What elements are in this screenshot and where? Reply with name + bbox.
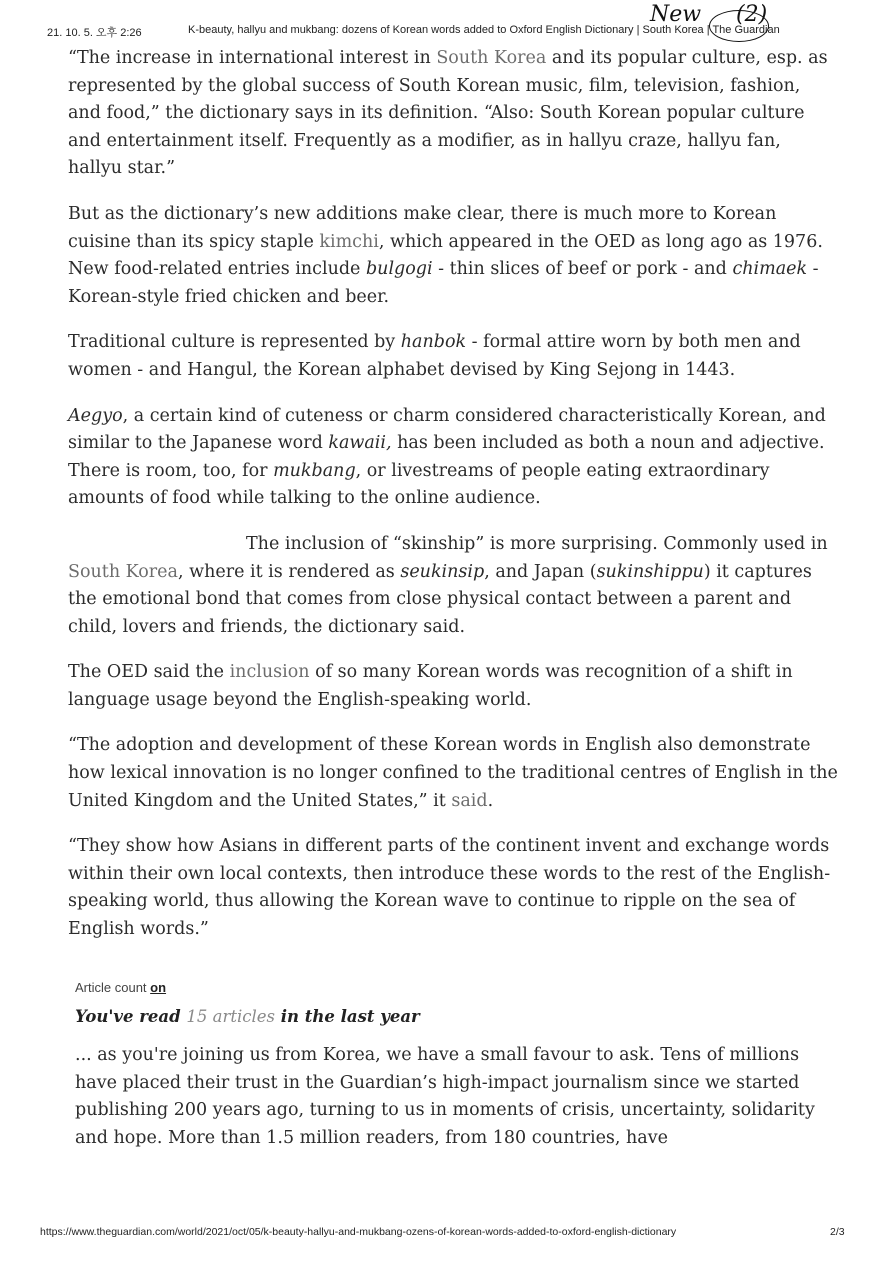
support-pitch-text: ... as you're joining us from Korea, we have a small favour to ask. Tens of millions have placed their trust in the Guardian’s high-impact journalism since we started publishing 200 years ago, turning to us in moments of crisis, uncertainty, solidarity and hope. More than 1.5 million readers, from 180 countries, have	[75, 1045, 815, 1148]
article-count-row: Article count on	[75, 980, 167, 995]
article-body	[68, 45, 838, 962]
paragraph-skinship: The inclusion of “skinship” is more surprising. Commonly used in South Korea, where it is rendered as seukinsip, and Japan (sukinshippu) it captures the emotional bond that comes from close physical contact between a parent and child, lovers and friends, the dictionary said.	[68, 533, 828, 637]
paragraph-food: But as the dictionary’s new additions make clear, there is much more to Korean cuisine than its spicy staple kimchi, which appeared in the OED as long ago as 1976. New food-related entries include bulgogi - thin slices of beef or pork - and chimaek - Korean-style fried chicken and beer.	[68, 203, 823, 307]
paragraph-aegyo: Aegyo, a certain kind of cuteness or charm considered characteristically Korean, and similar to the Japanese word kawaii, has been included as both a noun and adjective. There is room, too, for mukbang, or livestreams of people eating extraordinary amounts of food while talking to the online audience.	[68, 405, 826, 509]
print-page-number: 2/3	[830, 1226, 845, 1238]
link-south-korea-2[interactable]: South Korea	[68, 561, 178, 582]
link-south-korea[interactable]: South Korea	[436, 48, 547, 68]
article-count-toggle[interactable]: on	[150, 980, 167, 995]
handwritten-annotation-new: New	[650, 2, 702, 27]
paragraph-asians-exchange: “They show how Asians in different parts of the continent invent and exchange words within their own local contexts, then introduce these words to the rest of the English-speaking world, thus allowing the Korean wave to continue to ripple on the sea of English words.”	[68, 836, 831, 940]
articles-read-heading: You've read 15 articles in the last year	[75, 1007, 420, 1026]
print-page-title: K-beauty, hallyu and mukbang: dozens of Korean words added to Oxford English Dictionary | South Korea | The Guardian	[188, 24, 780, 36]
link-inclusion[interactable]: inclusion	[229, 662, 310, 683]
handwritten-annotation-number: (2)	[736, 2, 768, 27]
print-url: https://www.theguardian.com/world/2021/oct/05/k-beauty-hallyu-and-mukbang-ozens-of-korean-words-added-to-oxford-english-dictionary	[40, 1226, 677, 1238]
support-epic	[75, 980, 825, 1152]
link-kimchi[interactable]: kimchi	[319, 231, 379, 252]
paragraph-hallyu-definition: “The increase in international interest in South Korea and its popular culture, esp. as represented by the global success of South Korean music, film, television, fashion, and food,” the dictionary says in its definition. “Also: South Korean popular culture and entertainment itself. Frequently as a modifier, as in hallyu craze, hallyu fan, hallyu star.”	[68, 48, 828, 179]
paragraph-oed-recognition: The OED said the inclusion of so many Korean words was recognition of a shift in language usage beyond the English-speaking world.	[68, 662, 793, 710]
paragraph-traditional-culture: Traditional culture is represented by hanbok - formal attire worn by both men and women - and Hangul, the Korean alphabet devised by King Sejong in 1443.	[68, 332, 801, 380]
print-datetime: 21. 10. 5. 오후 2:26	[47, 27, 142, 39]
articles-read-count: 15 articles	[186, 1007, 276, 1026]
paragraph-lexical-innovation: “The adoption and development of these Korean words in English also demonstrate how lexical innovation is no longer confined to the traditional centres of English in the United Kingdom and the United States,” it said.	[68, 735, 838, 811]
link-said[interactable]: said	[451, 790, 488, 811]
